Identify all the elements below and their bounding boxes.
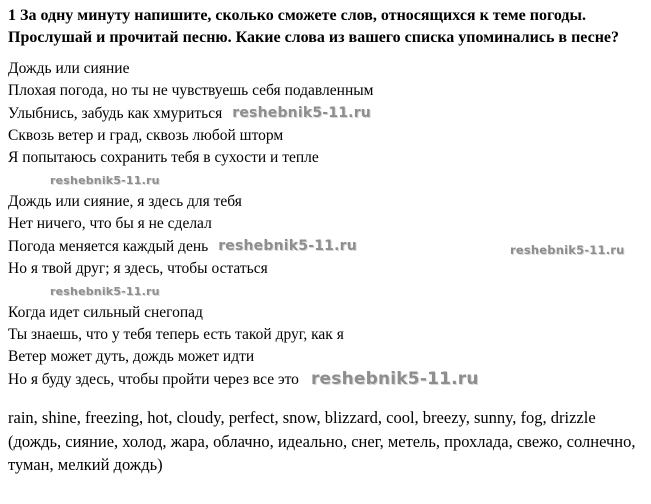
song-line: Нет ничего, что бы я не сделал xyxy=(8,215,212,233)
song-stanza-3 xyxy=(8,302,643,391)
song-line: Но я твой друг; я здесь, чтобы остаться xyxy=(8,260,268,278)
song-line-text: Погода меняется каждый день xyxy=(8,238,209,256)
song-line: Дождь или сияние xyxy=(8,60,130,78)
song-line-text: Улыбнись, забудь как хмуриться xyxy=(8,105,223,123)
answer-word-list: rain, shine, freezing, hot, cloudy, perfect, snow, blizzard, cool, breezy, sunny, fog, drizzle (дождь, сияние, холод, жара, облачно, идеально, снег, метель, прохлада, свежо, солнечно, туман, мелкий дождь) xyxy=(8,408,636,475)
song-line: Когда идет сильный снегопад xyxy=(8,304,203,322)
watermark: reshebnik5-11.ru xyxy=(310,369,479,390)
song-line xyxy=(8,102,643,125)
watermark: reshebnik5-11.ru xyxy=(232,105,371,122)
song-line: Сквозь ветер и град, сквозь любой шторм xyxy=(8,127,284,145)
song-line xyxy=(8,235,643,258)
song-line: Я попытаюсь сохранить тебя в сухости и тепле xyxy=(8,149,319,167)
song-stanza-1 xyxy=(8,58,643,169)
watermark: reshebnik5-11.ru xyxy=(510,243,625,258)
watermark: reshebnik5-11.ru xyxy=(218,238,357,255)
watermark: reshebnik5-11.ru xyxy=(50,174,160,188)
song-line xyxy=(8,368,643,391)
song-line: Дождь или сияние, я здесь для тебя xyxy=(8,193,242,211)
song-line: Плохая погода, но ты не чувствуешь себя подавленным xyxy=(8,82,374,100)
song-line-text: Но я буду здесь, чтобы пройти через все это xyxy=(8,371,299,389)
song-line: Ты знаешь, что у тебя теперь есть такой друг, как я xyxy=(8,326,344,344)
watermark: reshebnik5-11.ru xyxy=(50,285,160,299)
song-line: Ветер может дуть, дождь может идти xyxy=(8,348,255,366)
song-stanza-2 xyxy=(8,191,643,280)
task-heading: 1 За одну минуту напишите, сколько сможете слов, относящихся к теме погоды. Прослушай и прочитай песню. Какие слова из вашего списка упоминались в песне? xyxy=(8,7,620,47)
